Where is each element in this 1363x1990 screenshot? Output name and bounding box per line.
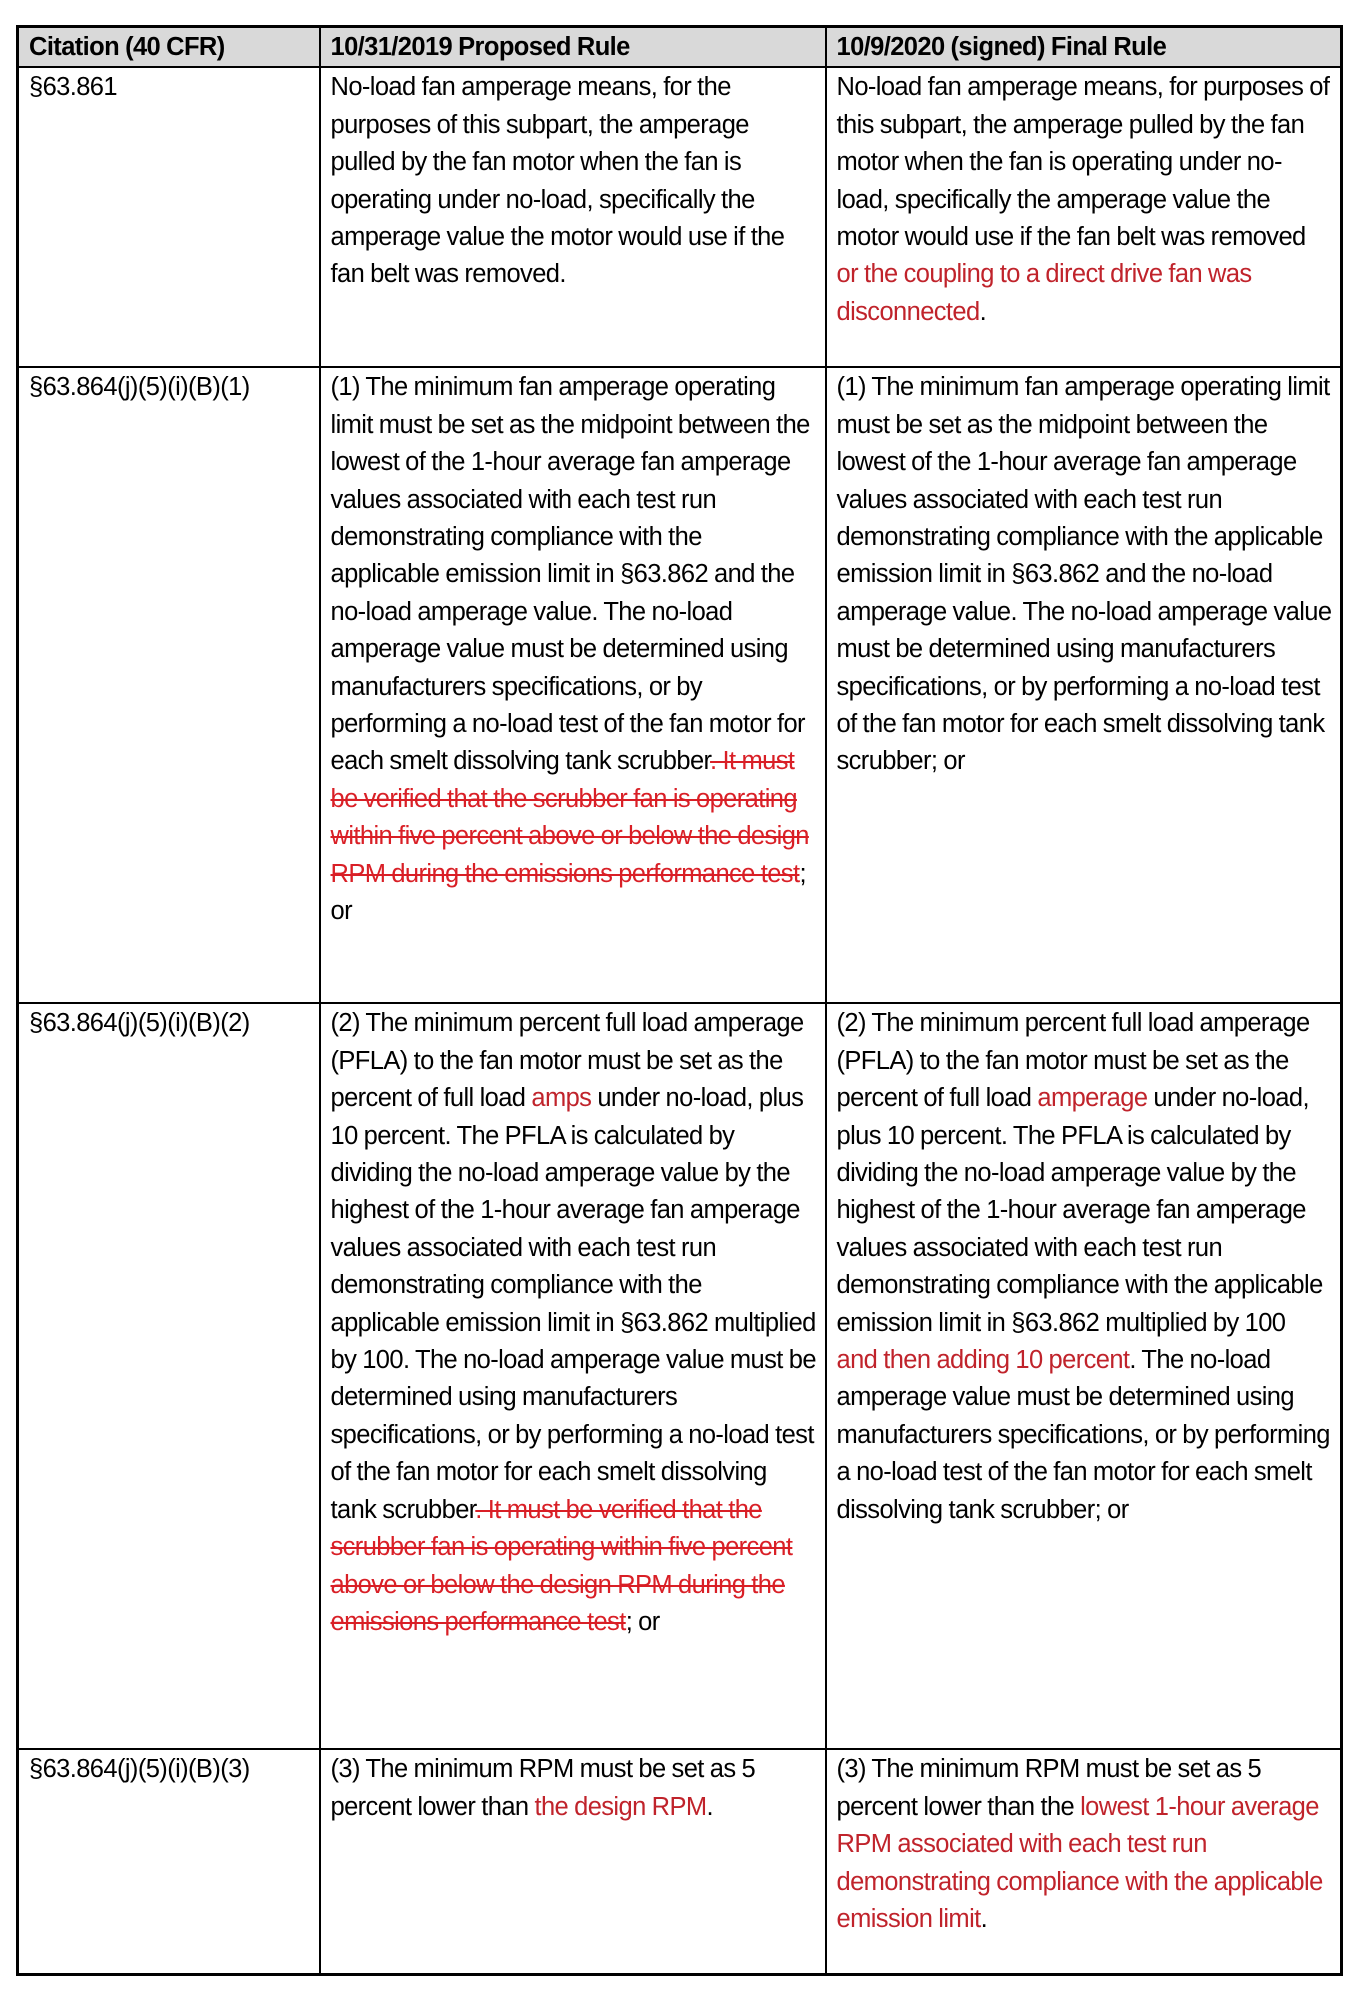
text-segment: . The no-load amperage value must be determined using manufacturers specifications, or by performing a no-load test of the fan motor for each smelt dissolving tank scrubber; or	[836, 1346, 1330, 1524]
final-rule-cell	[826, 1749, 1342, 1975]
table-row	[18, 1749, 1342, 1975]
proposed-rule-cell	[320, 67, 826, 367]
inserted-text: amps	[531, 1084, 592, 1113]
text-segment: ; or	[330, 859, 806, 926]
final-rule-cell	[826, 1003, 1342, 1749]
final-rule-cell	[826, 367, 1342, 1003]
inserted-text: or the coupling to a direct drive fan was disconnected	[836, 260, 1252, 326]
header-citation: Citation (40 CFR)	[18, 27, 320, 68]
inserted-text: amperage	[1037, 1084, 1148, 1113]
inserted-text: and then adding 10 percent	[836, 1346, 1130, 1375]
text-segment: (1) The minimum fan amperage operating limit must be set as the midpoint between the lowest of the 1-hour average fan amperage values associated with each test run demonstrating compliance with the applicable emission limit in §63.862 and the no-load amperage value. The no-load amperage value must be determined using manufacturers specifications, or by performing a no-load test of the fan motor for each smelt dissolving tank scrubber; or	[836, 373, 1332, 776]
citation-cell: §63.861	[18, 67, 320, 367]
proposed-rule-cell	[320, 1749, 826, 1975]
text-segment: No-load fan amperage means, for purposes of this subpart, the amperage pulled by the fan motor when the fan is operating under no-load, specifically the amperage value the motor would use if the fan belt was removed	[836, 73, 1330, 252]
header-final-rule: 10/9/2020 (signed) Final Rule	[826, 27, 1342, 68]
final-rule-cell	[826, 67, 1342, 367]
deleted-text: . It must be verified that the scrubber fan is operating within five percent above or below the design RPM during the emissions performance test	[330, 747, 809, 888]
text-segment: under no-load, plus 10 percent. The PFLA is calculated by dividing the no-load amperage value by the highest of the 1-hour average fan amperage values associated with each test run demonstrating compliance with the applicable emission limit in §63.862 multiplied by 100	[836, 1084, 1323, 1337]
deleted-text: . It must be verified that the scrubber fan is operating within five percent above or below the design RPM during the emissions performance test	[330, 1495, 793, 1636]
table-row	[18, 1003, 1342, 1749]
proposed-rule-cell	[320, 367, 826, 1003]
proposed-rule-cell	[320, 1003, 826, 1749]
table-row	[18, 367, 1342, 1003]
table-row	[18, 67, 1342, 367]
text-segment: (2) The minimum percent full load amperage (PFLA) to the fan motor must be set as the percent of full load	[836, 1009, 1310, 1113]
text-segment: (2) The minimum percent full load amperage (PFLA) to the fan motor must be set as the percent of full load	[330, 1009, 804, 1113]
text-segment: ; or	[625, 1607, 660, 1636]
citation-cell: §63.864(j)(5)(i)(B)(3)	[18, 1749, 320, 1975]
text-segment: .	[706, 1792, 714, 1821]
text-segment: (3) The minimum RPM must be set as 5 percent lower than the	[836, 1755, 1262, 1821]
citation-cell: §63.864(j)(5)(i)(B)(2)	[18, 1003, 320, 1749]
text-segment: under no-load, plus 10 percent. The PFLA is calculated by dividing the no-load amperage value by the highest of the 1-hour average fan amperage values associated with each test run demonstrating compliance with the applicable emission limit in §63.862 multiplied by 100. The no-load amperage value must be determined using manufacturers specifications, or by performing a no-load test of the fan motor for each smelt dissolving tank scrubber	[330, 1084, 816, 1524]
header-row	[18, 27, 1342, 68]
text-segment: No-load fan amperage means, for the purposes of this subpart, the amperage pulled by the fan motor when the fan is operating under no-load, specifically the amperage value the motor would use if the fan belt was removed.	[330, 73, 785, 289]
citation-cell: §63.864(j)(5)(i)(B)(1)	[18, 367, 320, 1003]
text-segment: (1) The minimum fan amperage operating limit must be set as the midpoint between the lowest of the 1-hour average fan amperage values associated with each test run demonstrating compliance with the applicable emission limit in §63.862 and the no-load amperage value. The no-load amperage value must be determined using manufacturers specifications, or by performing a no-load test of the fan motor for each smelt dissolving tank scrubber	[330, 373, 810, 776]
text-segment: .	[979, 297, 987, 326]
inserted-text: the design RPM	[534, 1792, 707, 1821]
text-segment: .	[980, 1905, 988, 1934]
text-segment: (3) The minimum RPM must be set as 5 percent lower than	[330, 1755, 756, 1821]
rule-comparison-table	[16, 25, 1343, 1976]
inserted-text: lowest 1-hour average RPM associated with each test run demonstrating compliance with the applicable emission limit	[836, 1792, 1323, 1934]
header-proposed-rule: 10/31/2019 Proposed Rule	[320, 27, 826, 68]
